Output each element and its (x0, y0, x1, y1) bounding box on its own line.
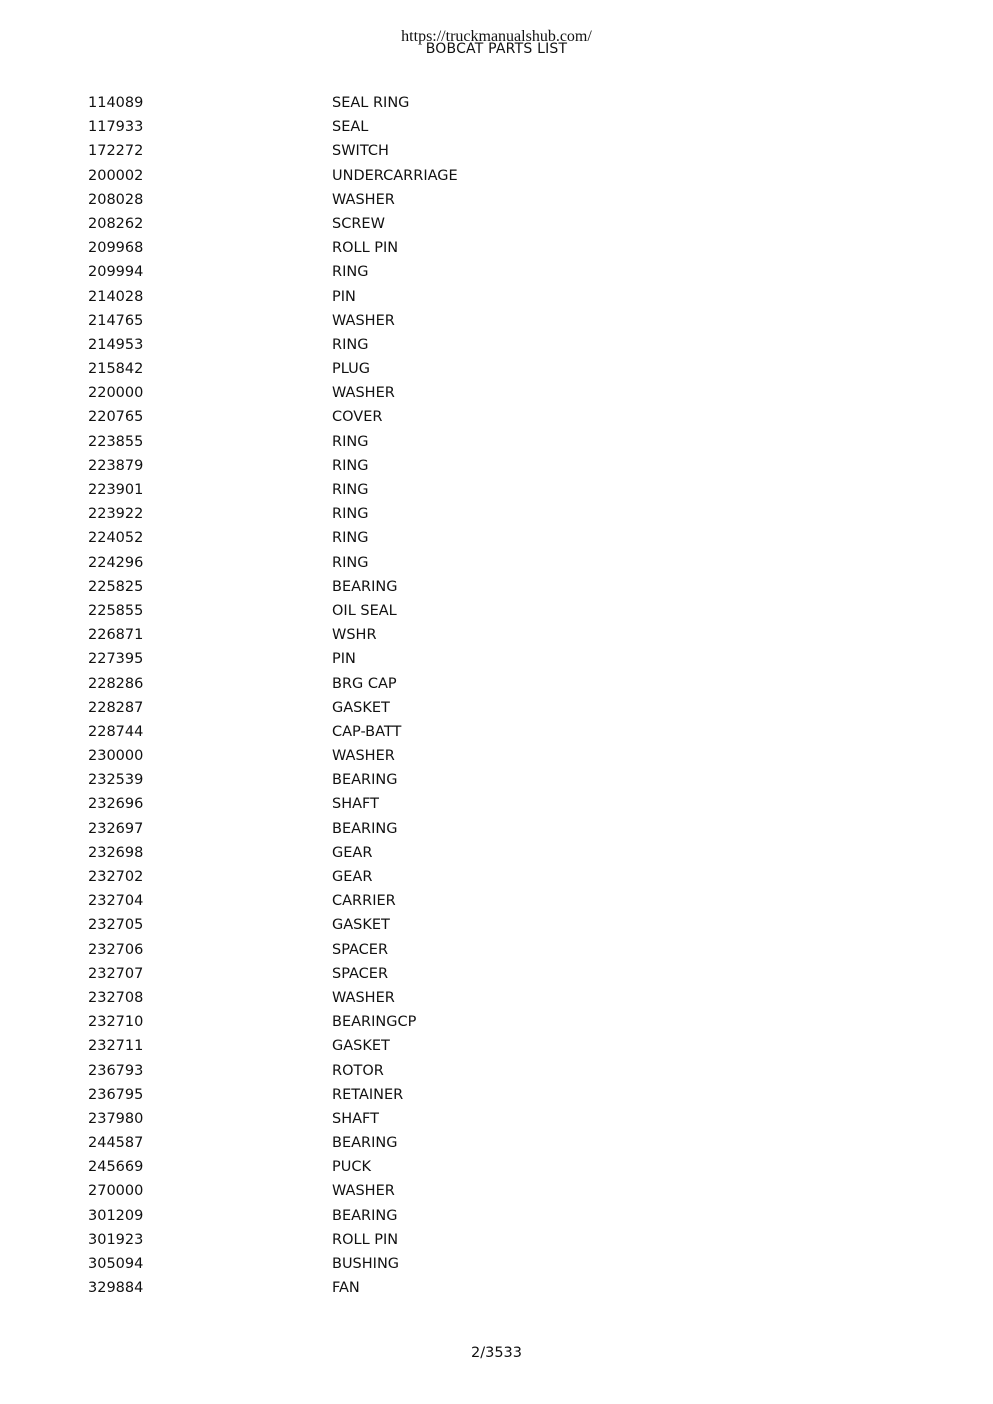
part-number: 232698 (88, 844, 144, 861)
list-item (0, 575, 993, 599)
part-number: 232705 (88, 917, 144, 934)
list-item (0, 454, 993, 478)
part-number: 214028 (88, 288, 144, 305)
part-number: 232707 (88, 965, 144, 982)
part-description: SPACER (332, 965, 389, 982)
part-number: 114089 (88, 95, 144, 111)
part-number: 172272 (88, 143, 144, 160)
part-number: 209994 (88, 264, 144, 281)
list-item (0, 430, 993, 454)
part-description: BEARING (332, 1207, 398, 1224)
part-number: 223901 (88, 482, 144, 498)
part-description: GEAR (332, 844, 373, 861)
list-item (0, 1010, 993, 1034)
part-number: 223922 (88, 506, 144, 523)
list-item (0, 647, 993, 671)
list-item (0, 696, 993, 720)
list-item (0, 599, 993, 623)
part-description: PIN (332, 288, 356, 305)
part-description: RING (332, 482, 369, 498)
list-item (0, 1107, 993, 1131)
list-item (0, 623, 993, 647)
list-item (0, 212, 993, 236)
part-number: 225825 (88, 578, 144, 595)
part-number: 220000 (88, 385, 144, 402)
list-item (0, 817, 993, 841)
part-number: 232711 (88, 1038, 144, 1055)
parts-list (0, 91, 993, 1300)
page-number: 2/3533 (470, 1345, 522, 1361)
part-description: WASHER (332, 989, 395, 1006)
part-description: BRG CAP (332, 675, 397, 692)
part-number: 232704 (88, 893, 144, 910)
part-number: 225855 (88, 602, 144, 619)
part-description: BUSHING (332, 1256, 400, 1272)
list-item (0, 1155, 993, 1179)
part-description: CAP-BATT (332, 723, 402, 740)
part-number: 329884 (88, 1280, 144, 1297)
part-description: GASKET (332, 699, 390, 716)
list-item (0, 1059, 993, 1083)
part-number: 232710 (88, 1014, 144, 1031)
part-number: 200002 (88, 167, 144, 184)
part-number: 305094 (88, 1256, 144, 1272)
part-description: PUCK (332, 1159, 371, 1176)
part-number: 208262 (88, 215, 144, 232)
part-description: SCREW (332, 215, 385, 232)
list-item (0, 164, 993, 188)
list-item (0, 1131, 993, 1155)
part-description: PIN (332, 651, 356, 668)
part-number: 232697 (88, 820, 144, 837)
part-number: 227395 (88, 651, 144, 668)
part-description: FAN (332, 1280, 360, 1297)
part-number: 220765 (88, 409, 144, 426)
list-item (0, 1083, 993, 1107)
part-number: 245669 (88, 1159, 144, 1176)
list-item (0, 139, 993, 163)
part-number: 232539 (88, 772, 144, 789)
part-number: 117933 (88, 119, 144, 136)
list-item (0, 1228, 993, 1252)
part-number: 214953 (88, 336, 144, 353)
part-description: RING (332, 530, 369, 547)
part-description: UNDERCARRIAGE (332, 167, 458, 184)
part-description: SWITCH (332, 143, 389, 160)
part-number: 244587 (88, 1135, 144, 1152)
part-number: 270000 (88, 1183, 144, 1200)
part-description: ROLL PIN (332, 1231, 399, 1248)
list-item (0, 986, 993, 1010)
list-item (0, 1252, 993, 1276)
part-number: 301209 (88, 1207, 144, 1224)
part-description: SEAL (332, 119, 369, 136)
list-item (0, 381, 993, 405)
part-description: BEARING (332, 1135, 398, 1152)
part-description: BEARING (332, 820, 398, 837)
list-item (0, 285, 993, 309)
part-description: GASKET (332, 917, 390, 934)
part-description: RING (332, 336, 369, 353)
list-item (0, 357, 993, 381)
part-number: 223855 (88, 433, 144, 450)
part-description: WSHR (332, 627, 377, 644)
list-item (0, 672, 993, 696)
list-item (0, 236, 993, 260)
part-number: 228286 (88, 675, 144, 692)
list-item (0, 91, 993, 115)
part-description: WASHER (332, 748, 395, 765)
part-number: 232696 (88, 796, 144, 813)
part-description: PLUG (332, 361, 370, 378)
list-item (0, 841, 993, 865)
list-item (0, 938, 993, 962)
part-description: RING (332, 506, 369, 523)
part-description: COVER (332, 409, 383, 426)
part-description: SPACER (332, 941, 389, 958)
list-item (0, 260, 993, 284)
list-item (0, 526, 993, 550)
list-item (0, 720, 993, 744)
part-number: 209968 (88, 240, 144, 257)
part-number: 208028 (88, 191, 144, 208)
list-item (0, 768, 993, 792)
part-description: CARRIER (332, 893, 396, 910)
part-description: GEAR (332, 869, 373, 885)
part-number: 230000 (88, 748, 144, 765)
part-description: ROLL PIN (332, 240, 399, 257)
list-item (0, 962, 993, 986)
part-description: RING (332, 264, 369, 281)
part-number: 228287 (88, 699, 144, 716)
part-description: GASKET (332, 1038, 390, 1055)
list-item (0, 913, 993, 937)
part-description: RING (332, 457, 369, 474)
list-item (0, 309, 993, 333)
part-description: WASHER (332, 191, 395, 208)
part-number: 232702 (88, 869, 144, 885)
list-item (0, 502, 993, 526)
list-item (0, 333, 993, 357)
part-description: RING (332, 554, 369, 571)
part-description: RING (332, 433, 369, 450)
part-number: 236793 (88, 1062, 144, 1079)
part-description: BEARING (332, 578, 398, 595)
list-item (0, 188, 993, 212)
part-description: OIL SEAL (332, 602, 397, 619)
part-number: 232706 (88, 941, 144, 958)
part-number: 237980 (88, 1110, 144, 1127)
part-description: WASHER (332, 385, 395, 402)
list-item (0, 744, 993, 768)
list-item (0, 889, 993, 913)
list-item (0, 405, 993, 429)
list-item (0, 1204, 993, 1228)
header-url: https://truckmanualshub.com/ (401, 28, 592, 45)
part-description: SHAFT (332, 796, 379, 813)
part-number: 236795 (88, 1086, 144, 1103)
part-description: BEARINGCP (332, 1014, 417, 1031)
part-number: 224296 (88, 554, 144, 571)
list-item (0, 865, 993, 889)
part-number: 223879 (88, 457, 144, 474)
list-item (0, 1179, 993, 1203)
part-description: SEAL RING (332, 95, 410, 111)
part-number: 232708 (88, 989, 144, 1006)
list-item (0, 1276, 993, 1300)
part-number: 215842 (88, 361, 144, 378)
part-description: WASHER (332, 312, 395, 329)
part-number: 226871 (88, 627, 144, 644)
list-item (0, 551, 993, 575)
part-description: BEARING (332, 772, 398, 789)
part-number: 228744 (88, 723, 144, 740)
part-description: SHAFT (332, 1110, 379, 1127)
part-number: 214765 (88, 312, 144, 329)
part-number: 224052 (88, 530, 144, 547)
part-description: ROTOR (332, 1062, 384, 1079)
list-item (0, 478, 993, 502)
part-description: WASHER (332, 1183, 395, 1200)
list-item (0, 115, 993, 139)
part-description: RETAINER (332, 1086, 404, 1103)
document-title: BOBCAT PARTS LIST (425, 41, 568, 57)
part-number: 301923 (88, 1231, 144, 1248)
list-item (0, 1034, 993, 1058)
list-item (0, 792, 993, 816)
